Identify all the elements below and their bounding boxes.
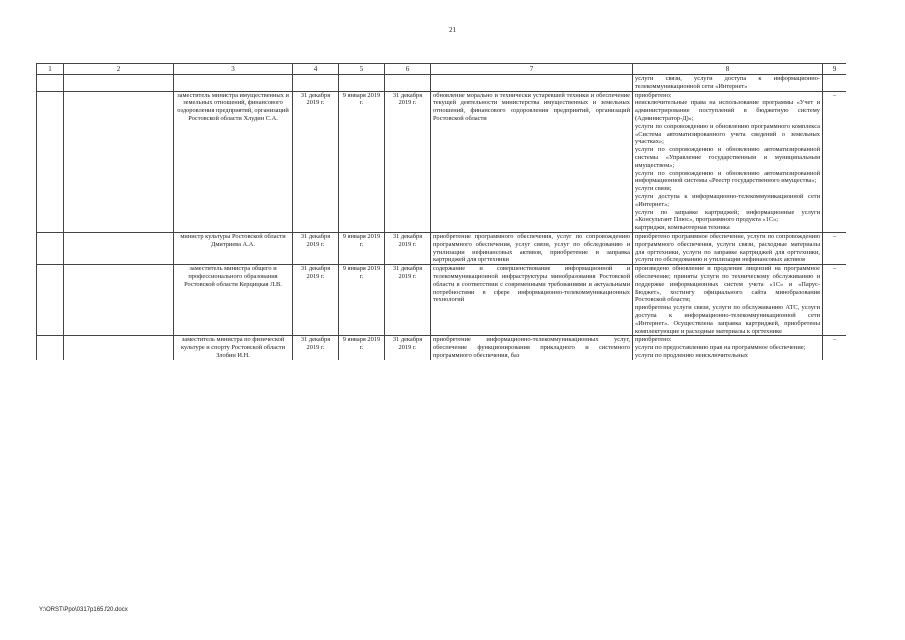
- result-paragraph: картриджи, компьютерная техника: [635, 224, 730, 232]
- date-cell: 31 декабря 2019 г.: [385, 232, 431, 264]
- note-cell: –: [823, 91, 847, 232]
- column-number: 3: [174, 64, 293, 75]
- file-path-footer: Y:\ORST\Ppo\0317p165.f20.docx: [39, 607, 128, 613]
- table-row: [37, 91, 847, 232]
- date-cell: 9 января 2019 г.: [339, 232, 385, 264]
- note-cell: –: [823, 265, 847, 336]
- result-paragraph: услуги по предоставлению прав на программное обеспечение;: [635, 344, 806, 352]
- column-number: 7: [431, 64, 633, 75]
- date-cell: 31 декабря 2019 г.: [293, 232, 339, 264]
- table-row-carry-over: [37, 75, 847, 92]
- column-number: 1: [37, 64, 64, 75]
- result-cell: [633, 91, 823, 232]
- result-paragraph: приобретены услуги связи, услуги по обслуживанию АТС, услуги доступа к информационно-телекоммуникационной сети «Интернет». Осуществлена заправка картриджей, приобретены комплектующие и расходные материалы к оргтехнике: [635, 304, 820, 335]
- date-cell: 9 января 2019 г.: [339, 336, 385, 360]
- column-number: 5: [339, 64, 385, 75]
- note-cell: –: [823, 232, 847, 264]
- result-paragraph: услуги по сопровождению и обновлению автоматизированной информационной системы «Реестр государственного имущества»;: [635, 169, 820, 185]
- column-number: 4: [293, 64, 339, 75]
- planned-measure-cell: приобретение информационно-телекоммуникационных услуг, обеспечение функционирования прикладного и системного программного обеспечения, баз: [431, 336, 633, 360]
- responsible-person-cell: министр культуры Ростовской области Дмитриева А.А.: [174, 232, 293, 264]
- result-cell: [633, 265, 823, 336]
- result-cell: услуги связи, услуги доступа к информационно-телекоммуникационной сети «Интернет»: [633, 75, 823, 92]
- result-cell: [633, 336, 823, 360]
- table-row: [37, 232, 847, 264]
- result-paragraph: произведено обновление и продление лицензий на программное обеспечение; приняты услуги по техническому обслуживанию и поддержке информационных систем учета «1С» и «Парус-Бюджет», хостингу официального сайта минобразования Ростовской области;: [635, 265, 820, 304]
- column-number: 8: [633, 64, 823, 75]
- result-paragraph: услуги по сопровождению и обновлению автоматизированной системы «Управление государственным и муниципальным имуществом»;: [635, 146, 820, 169]
- result-paragraph: услуги по заправке картриджей; информационные услуги «Консультант Плюс», программного продукта «1С»;: [635, 208, 820, 224]
- column-number: 9: [823, 64, 847, 75]
- report-table-container: [36, 63, 846, 610]
- note-cell: –: [823, 336, 847, 360]
- result-paragraph: услуги по продлению неисключительных: [635, 351, 748, 359]
- column-number-row: [37, 64, 847, 75]
- result-paragraph: приобретено:: [635, 91, 672, 99]
- result-paragraph: услуги доступа к информационно-телекоммуникационной сети «Интернет»;: [635, 192, 820, 208]
- responsible-person-cell: заместитель министра по физической культуре и спорту Ростовской области Злобин И.Н.: [174, 336, 293, 360]
- result-paragraph: услуги связи;: [635, 185, 672, 193]
- result-cell: [633, 232, 823, 264]
- result-paragraph: неисключительные права на использование программы «Учет и администрирование поступлений в бюджетную систему (Администратор-Д)»;: [635, 99, 820, 122]
- column-number: 2: [64, 64, 174, 75]
- responsible-person-cell: заместитель министра общего и профессионального образования Ростовской области Керцицкая Л.В.: [174, 265, 293, 336]
- date-cell: 9 января 2019 г.: [339, 265, 385, 336]
- date-cell: 31 декабря 2019 г.: [293, 91, 339, 232]
- date-cell: 31 декабря 2019 г.: [293, 336, 339, 360]
- planned-measure-cell: обновление морально и технически устаревшей техники и обеспечение текущей деятельности министерства имущественных и земельных отношений, финансового оздоровления предприятий, организаций Ростовской области: [431, 91, 633, 232]
- date-cell: 9 января 2019 г.: [339, 91, 385, 232]
- planned-measure-cell: приобретение программного обеспечения, услуг по сопровождению программного обеспечения, услуг связи, услуг по обследованию и утилизации нефинансовых активов, приобретение и заправка картриджей для оргтехники: [431, 232, 633, 264]
- result-paragraph: услуги по сопровождению и обновлению программного комплекса «Система автоматизированного учета сведений о земельных участках»;: [635, 122, 820, 146]
- date-cell: 31 декабря 2019 г.: [385, 265, 431, 336]
- responsible-person-cell: заместитель министра имущественных и земельных отношений, финансового оздоровления предприятий, организаций Ростовской области Хлудин С.А.: [174, 91, 293, 232]
- table-row: [37, 336, 847, 360]
- date-cell: 31 декабря 2019 г.: [293, 265, 339, 336]
- date-cell: 31 декабря 2019 г.: [385, 91, 431, 232]
- result-paragraph: приобретено:: [635, 336, 672, 344]
- column-number: 6: [385, 64, 431, 75]
- result-paragraph: приобретено программное обеспечение, услуги по сопровождению программного обеспечения, услуги связи, расходные материалы для оргтехники, услуги по заправке картриджей для оргтехники, услуги по обследованию и утилизации нефинансовых активов: [635, 232, 820, 264]
- planned-measure-cell: содержание и совершенствование информационной и телекоммуникационной инфраструктуры минобразования Ростовской области в соответствии с современными требованиями и актуальными потребностями в сфере информационно-телекоммуникационных технологий: [431, 265, 633, 336]
- table-row: [37, 265, 847, 336]
- date-cell: 31 декабря 2019 г.: [385, 336, 431, 360]
- page-number: 21: [449, 26, 456, 34]
- report-table: [36, 63, 846, 360]
